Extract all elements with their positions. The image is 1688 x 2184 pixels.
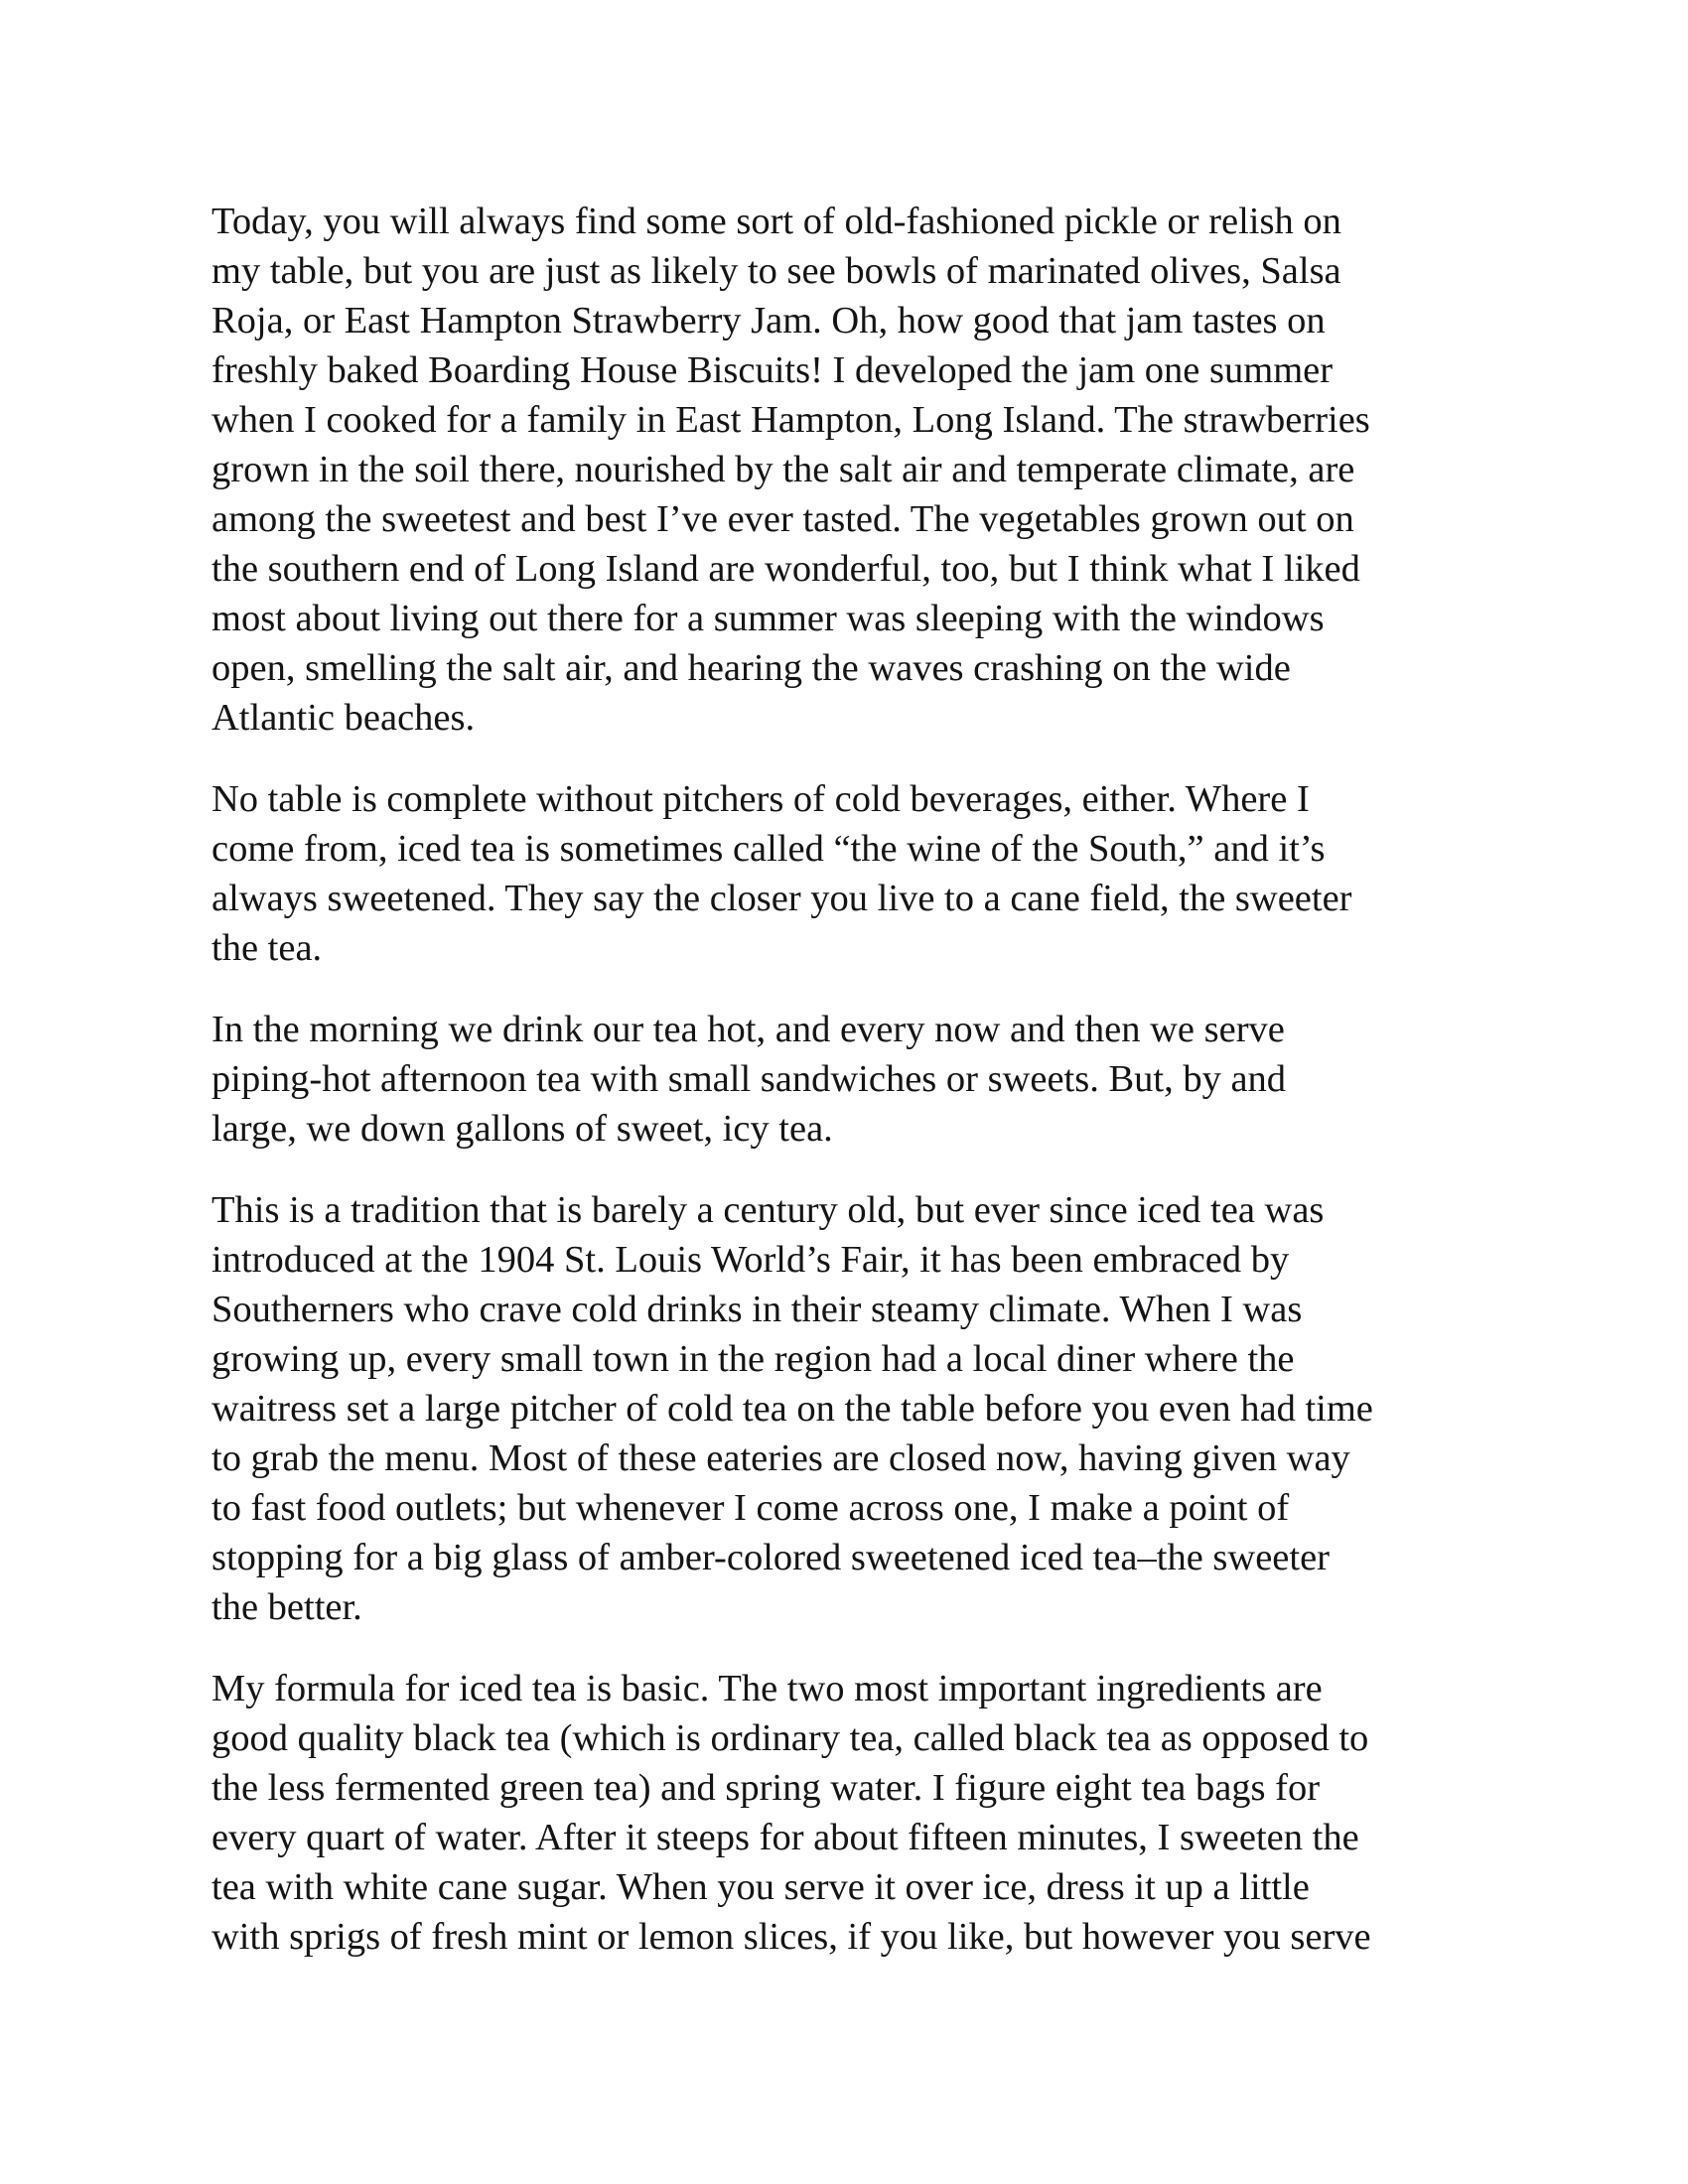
paragraph-3 bbox=[211, 1005, 1492, 1154]
text-line: the tea. bbox=[211, 927, 323, 969]
text-line: Southerners who crave cold drinks in their steamy climate. When I was bbox=[211, 1289, 1303, 1330]
text-line: large, we down gallons of sweet, icy tea. bbox=[211, 1108, 833, 1150]
text-line: introduced at the 1904 St. Louis World’s Fair, it has been embraced by bbox=[211, 1239, 1290, 1281]
text-line: the southern end of Long Island are wonderful, too, but I think what I liked bbox=[211, 548, 1360, 590]
text-line: Today, you will always find some sort of old-fashioned pickle or relish on bbox=[211, 201, 1341, 242]
text-line: tea with white cane sugar. When you serve it over ice, dress it up a little bbox=[211, 1866, 1310, 1908]
text-line: come from, iced tea is sometimes called “the wine of the South,” and it’s bbox=[211, 828, 1326, 870]
text-line: when I cooked for a family in East Hampton, Long Island. The strawberries bbox=[211, 399, 1370, 441]
text-line: grown in the soil there, nourished by the salt air and temperate climate, are bbox=[211, 449, 1355, 490]
text-line: Roja, or East Hampton Strawberry Jam. Oh, how good that jam tastes on bbox=[211, 300, 1326, 341]
text-line: my table, but you are just as likely to see bowls of marinated olives, Salsa bbox=[211, 250, 1341, 292]
text-line: with sprigs of fresh mint or lemon slices, if you like, but however you serve bbox=[211, 1916, 1371, 1958]
text-line: the better. bbox=[211, 1586, 362, 1628]
text-line: to fast food outlets; but whenever I come across one, I make a point of bbox=[211, 1487, 1290, 1529]
text-line: My formula for iced tea is basic. The two most important ingredients are bbox=[211, 1668, 1323, 1709]
text-line: always sweetened. They say the closer you live to a cane field, the sweeter bbox=[211, 878, 1352, 919]
text-line: good quality black tea (which is ordinary tea, called black tea as opposed to bbox=[211, 1717, 1369, 1759]
text-line: the less fermented green tea) and spring water. I figure eight tea bags for bbox=[211, 1767, 1321, 1809]
paragraph-4 bbox=[211, 1185, 1492, 1632]
text-line: most about living out there for a summer was sleeping with the windows bbox=[211, 598, 1325, 639]
text-line: In the morning we drink our tea hot, and every now and then we serve bbox=[211, 1009, 1285, 1050]
text-line: to grab the menu. Most of these eateries are closed now, having given way bbox=[211, 1437, 1350, 1479]
paragraph-2 bbox=[211, 774, 1492, 973]
paragraph-5 bbox=[211, 1664, 1492, 1962]
text-line: every quart of water. After it steeps for about fifteen minutes, I sweeten the bbox=[211, 1817, 1359, 1858]
paragraph-1 bbox=[211, 197, 1492, 743]
text-line: among the sweetest and best I’ve ever tasted. The vegetables grown out on bbox=[211, 498, 1354, 540]
text-line: piping-hot afternoon tea with small sandwiches or sweets. But, by and bbox=[211, 1058, 1287, 1100]
text-line: freshly baked Boarding House Biscuits! I developed the jam one summer bbox=[211, 349, 1334, 391]
body-text bbox=[211, 197, 1492, 1993]
text-line: open, smelling the salt air, and hearing the waves crashing on the wide bbox=[211, 647, 1291, 689]
text-line: growing up, every small town in the region had a local diner where the bbox=[211, 1338, 1295, 1380]
text-line: Atlantic beaches. bbox=[211, 697, 476, 739]
text-line: stopping for a big glass of amber-colored sweetened iced tea–the sweeter bbox=[211, 1537, 1330, 1578]
text-line: No table is complete without pitchers of cold beverages, either. Where I bbox=[211, 778, 1310, 820]
text-line: waitress set a large pitcher of cold tea on the table before you even had time bbox=[211, 1388, 1373, 1430]
text-line: This is a tradition that is barely a century old, but ever since iced tea was bbox=[211, 1189, 1325, 1231]
